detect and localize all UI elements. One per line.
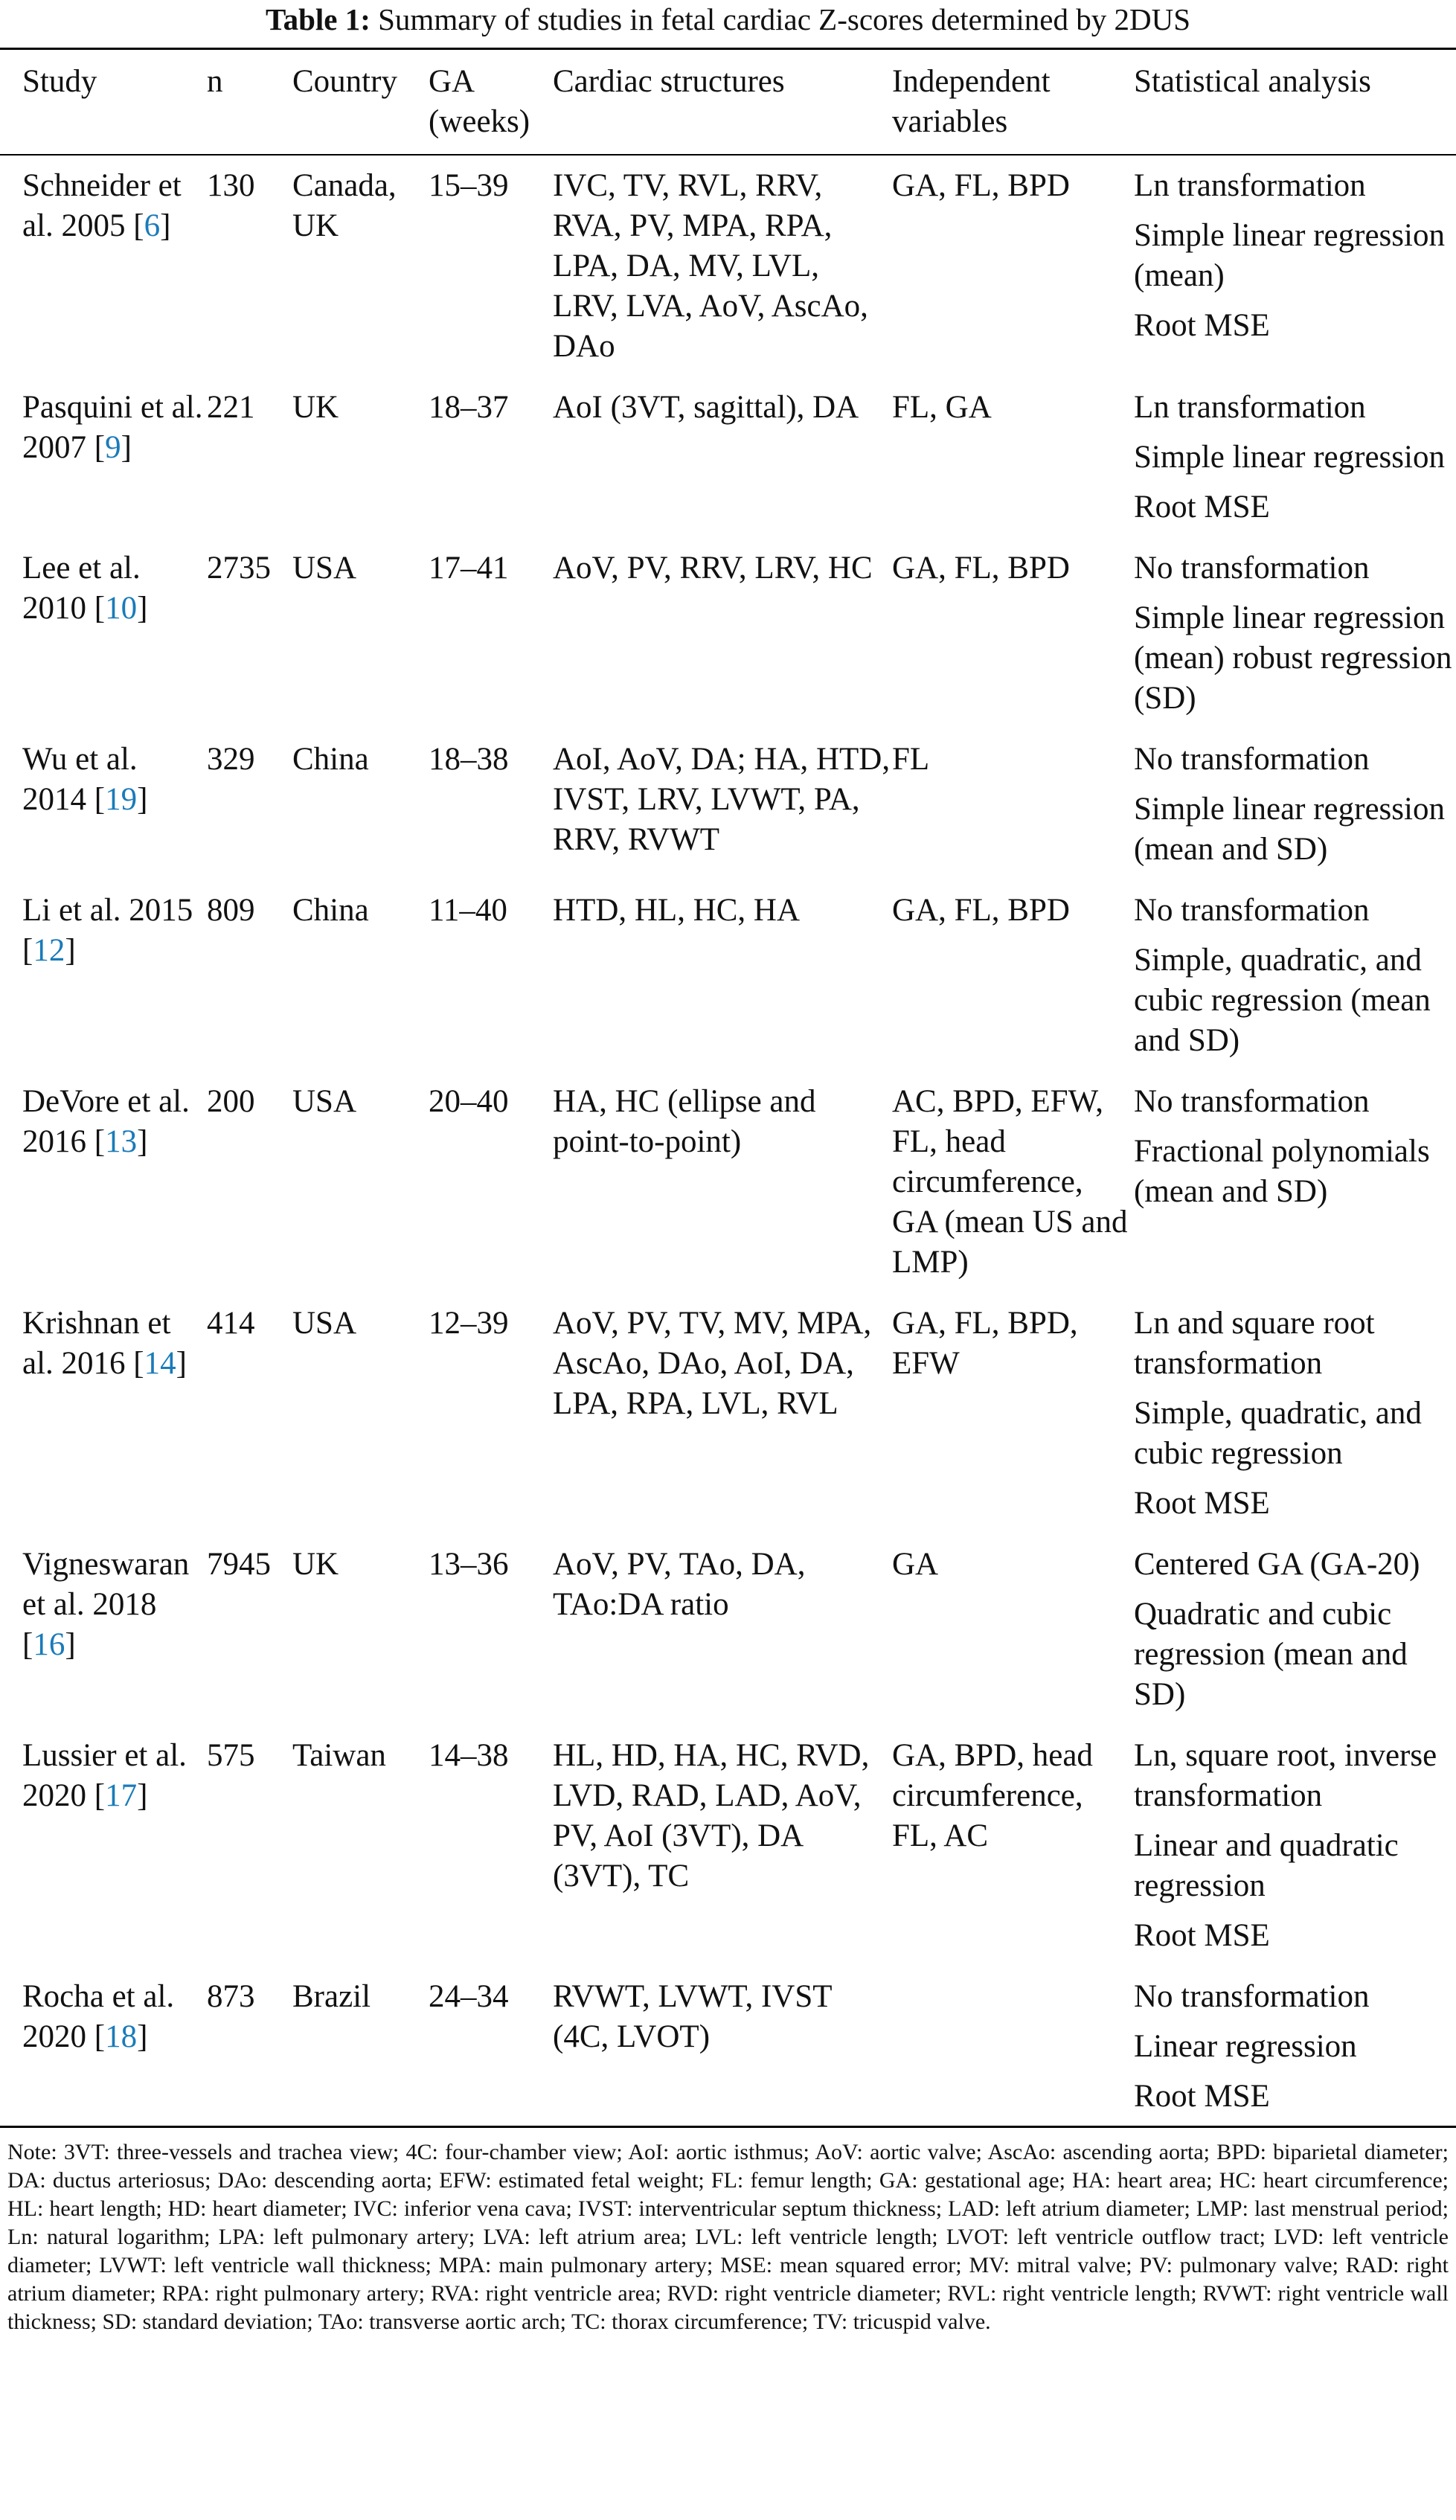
cell-country: Brazil [292, 1966, 429, 2127]
study-name-end: ] [121, 430, 132, 465]
cell-structures: RVWT, LVWT, IVST (4C, LVOT) [553, 1966, 892, 2127]
header-study: Study [0, 49, 207, 156]
cell-study [0, 1071, 207, 1293]
cell-variables: GA, FL, BPD [892, 893, 1070, 928]
studies-table [0, 48, 1456, 2128]
cell-analysis [1134, 377, 1456, 538]
cell-country: China [292, 893, 369, 928]
table-row [0, 1725, 1456, 1966]
cell-structures: AoI (3VT, sagittal), DA [553, 390, 859, 425]
cell-n: 575 [207, 1738, 255, 1773]
cell-ga: 12–39 [429, 1306, 509, 1341]
study-name-end: ] [176, 1346, 187, 1381]
cell-structures: IVC, TV, RVL, RRV, RVA, PV, MPA, RPA, LPA, DA, MV, LVL, LRV, LVA, AoV, AscAo, DAo [553, 168, 868, 364]
table-row [0, 1293, 1456, 1534]
cell-variables: AC, BPD, EFW, FL, head circumference, GA (mean US and LMP) [892, 1084, 1128, 1280]
cell-analysis [1134, 1071, 1456, 1293]
study-name-end: ] [137, 782, 148, 817]
cell-country: Canada, UK [292, 168, 397, 243]
reference-link[interactable]: 19 [105, 782, 138, 817]
analysis-line: Fractional polynomials (mean and SD) [1134, 1134, 1430, 1209]
study-name-end: ] [65, 1627, 76, 1662]
cell-n: 414 [207, 1306, 255, 1341]
cell-country: USA [292, 551, 357, 586]
cell-country: Taiwan [292, 1738, 386, 1773]
caption-text: Summary of studies in fetal cardiac Z-scores determined by 2DUS [378, 2, 1191, 36]
study-name-end: ] [137, 1778, 148, 1813]
analysis-line: No transformation [1134, 551, 1370, 586]
cell-structures: AoV, PV, TV, MV, MPA, AscAo, DAo, AoI, DA, LPA, RPA, LVL, RVL [553, 1306, 872, 1421]
study-name-end: ] [137, 2019, 148, 2054]
cell-study [0, 377, 207, 538]
analysis-line: Ln and square root transformation [1134, 1306, 1375, 1381]
reference-link[interactable]: 16 [33, 1627, 65, 1662]
cell-ga: 24–34 [429, 1966, 553, 2127]
table-caption [0, 1, 1456, 37]
cell-country: China [292, 742, 369, 777]
cell-ga: 13–36 [429, 1547, 509, 1582]
analysis-line: Root MSE [1134, 308, 1270, 343]
analysis-line: Simple linear regression (mean and SD) [1134, 792, 1445, 867]
cell-study [0, 729, 207, 880]
analysis-line: Simple linear regression (mean) robust regression (SD) [1134, 600, 1452, 716]
study-name-end: ] [65, 933, 76, 968]
reference-link[interactable]: 13 [105, 1124, 138, 1159]
cell-n: 873 [207, 1966, 292, 2127]
header-structures: Cardiac structures [553, 49, 892, 156]
header-n: n [207, 49, 292, 156]
cell-analysis [1134, 729, 1456, 880]
cell-variables: GA, FL, BPD [892, 168, 1070, 203]
cell-ga: 18–38 [429, 742, 509, 777]
study-name: Lee et al. 2010 [ [22, 551, 141, 626]
study-name: DeVore et al. 2016 [ [22, 1084, 190, 1159]
analysis-line: Simple linear regression (mean) [1134, 218, 1445, 293]
cell-n: 200 [207, 1084, 255, 1119]
study-name: Rocha et al. 2020 [ [22, 1979, 175, 2054]
reference-link[interactable]: 12 [33, 933, 65, 968]
analysis-line: No transformation [1134, 1979, 1370, 2014]
cell-variables: FL [892, 742, 930, 777]
study-name: Pasquini et al. 2007 [ [22, 390, 203, 465]
cell-analysis [1134, 155, 1456, 377]
reference-link[interactable]: 17 [105, 1778, 138, 1813]
cell-study [0, 1534, 207, 1725]
analysis-line: Root MSE [1134, 2079, 1270, 2114]
analysis-line: Simple, quadratic, and cubic regression [1134, 1396, 1422, 1471]
header-variables: Independent variables [892, 49, 1134, 156]
analysis-line: No transformation [1134, 1084, 1370, 1119]
analysis-line: Simple, quadratic, and cubic regression (mean and SD) [1134, 943, 1431, 1058]
cell-n: 130 [207, 168, 255, 203]
cell-analysis [1134, 538, 1456, 729]
study-name: Li et al. 2015 [ [22, 893, 193, 968]
cell-variables: FL, GA [892, 390, 992, 425]
study-name: Wu et al. 2014 [ [22, 742, 138, 817]
cell-n: 809 [207, 893, 255, 928]
cell-structures: HTD, HL, HC, HA [553, 893, 801, 928]
cell-variables: GA, FL, BPD, EFW [892, 1306, 1078, 1381]
cell-analysis [1134, 1966, 1456, 2127]
header-analysis: Statistical analysis [1134, 49, 1456, 156]
analysis-line: No transformation [1134, 742, 1370, 777]
reference-link[interactable]: 18 [105, 2019, 138, 2054]
table-row [0, 1534, 1456, 1725]
cell-country: USA [292, 1306, 357, 1341]
study-name: Schneider et al. 2005 [ [22, 168, 182, 243]
cell-n: 7945 [207, 1547, 271, 1582]
cell-variables: GA [892, 1547, 939, 1582]
table-row [0, 377, 1456, 538]
analysis-line: Ln transformation [1134, 390, 1366, 425]
analysis-line: Centered GA (GA-20) [1134, 1547, 1420, 1582]
cell-ga: 11–40 [429, 893, 507, 928]
cell-ga: 17–41 [429, 551, 509, 586]
study-name: Krishnan et al. 2016 [ [22, 1306, 171, 1381]
analysis-line: Root MSE [1134, 1486, 1270, 1521]
table-row [0, 155, 1456, 377]
study-name-end: ] [160, 208, 171, 243]
cell-structures: HA, HC (ellipse and point-to-point) [553, 1084, 816, 1159]
cell-ga: 18–37 [429, 390, 509, 425]
table-note: Note: 3VT: three-vessels and trachea view; 4C: four-chamber view; AoI: aortic isthmus; AoV: aortic valve; AscAo: ascending aorta; BPD: biparietal diameter; DA: ductus arteriosus; DAo: descending aorta; EFW: estimated fetal weight; FL: femur length; GA: gestational age; HA: heart area; HC: heart circumference; HL: heart length; HD: heart diameter; IVC: inferior vena cava; IVST: interventricular septum thickness; LAD: left atrium diameter; LMP: last menstrual period; Ln: natural logarithm; LPA: left pulmonary artery; LVA: left atrium area; LVL: left ventricle length; LVOT: left ventricle outflow tract; LVD: left ventricle diameter; LVWT: left ventricle wall thickness; MPA: main pulmonary artery; MSE: mean squared error; MV: mitral valve; PV: pulmonary valve; RAD: right atrium diameter; RPA: right pulmonary artery; RVA: right ventricle area; RVD: right ventricle diameter; RVL: right ventricle length; RVWT: right ventricle wall thickness; SD: standard deviation; TAo: transverse aortic arch; TC: thorax circumference; TV: tricuspid valve. [7, 2140, 1449, 2334]
cell-variables: GA, FL, BPD [892, 551, 1070, 586]
cell-study [0, 1293, 207, 1534]
table-body [0, 155, 1456, 2127]
cell-structures: AoV, PV, TAo, DA, TAo:DA ratio [553, 1547, 806, 1622]
analysis-line: Simple linear regression [1134, 440, 1445, 475]
table-row [0, 1071, 1456, 1293]
table-row [0, 1966, 1456, 2127]
analysis-line: Linear regression [1134, 2029, 1357, 2064]
analysis-line: Ln transformation [1134, 168, 1366, 203]
cell-country: UK [292, 1547, 339, 1582]
cell-study [0, 155, 207, 377]
header-country: Country [292, 49, 429, 156]
analysis-line: Ln, square root, inverse transformation [1134, 1738, 1437, 1813]
study-name-end: ] [137, 1124, 148, 1159]
cell-study [0, 880, 207, 1071]
analysis-line: No transformation [1134, 893, 1370, 928]
cell-study [0, 538, 207, 729]
cell-analysis [1134, 1293, 1456, 1534]
cell-ga: 14–38 [429, 1738, 509, 1773]
reference-link[interactable]: 9 [105, 430, 121, 465]
table-row [0, 729, 1456, 880]
cell-variables [892, 1966, 1134, 2127]
cell-structures: AoI, AoV, DA; HA, HTD, IVST, LRV, LVWT, PA, RRV, RVWT [553, 742, 891, 857]
cell-country: UK [292, 390, 339, 425]
study-name: Vigneswaran et al. 2018 [ [22, 1547, 190, 1662]
cell-n: 2735 [207, 551, 271, 586]
reference-link[interactable]: 14 [144, 1346, 176, 1381]
cell-ga: 15–39 [429, 168, 509, 203]
header-row [0, 49, 1456, 156]
study-name-end: ] [137, 591, 148, 626]
analysis-line: Linear and quadratic regression [1134, 1828, 1399, 1903]
cell-analysis [1134, 880, 1456, 1071]
caption-label: Table 1: [265, 2, 371, 36]
reference-link[interactable]: 10 [105, 591, 138, 626]
analysis-line: Quadratic and cubic regression (mean and SD) [1134, 1597, 1408, 1712]
analysis-line: Root MSE [1134, 490, 1270, 525]
cell-ga: 20–40 [429, 1084, 509, 1119]
cell-n: 221 [207, 390, 255, 425]
cell-structures: AoV, PV, RRV, LRV, HC [553, 551, 873, 586]
reference-link[interactable]: 6 [144, 208, 161, 243]
header-ga: GA (weeks) [429, 49, 553, 156]
cell-n: 329 [207, 742, 255, 777]
cell-country: USA [292, 1084, 357, 1119]
table-row [0, 538, 1456, 729]
cell-variables: GA, BPD, head circumference, FL, AC [892, 1738, 1093, 1853]
cell-analysis [1134, 1725, 1456, 1966]
analysis-line: Root MSE [1134, 1918, 1270, 1953]
table-row [0, 880, 1456, 1071]
cell-study [0, 1966, 207, 2127]
cell-study [0, 1725, 207, 1966]
cell-structures: HL, HD, HA, HC, RVD, LVD, RAD, LAD, AoV, PV, AoI (3VT), DA (3VT), TC [553, 1738, 870, 1894]
cell-analysis [1134, 1534, 1456, 1725]
study-name: Lussier et al. 2020 [ [22, 1738, 187, 1813]
